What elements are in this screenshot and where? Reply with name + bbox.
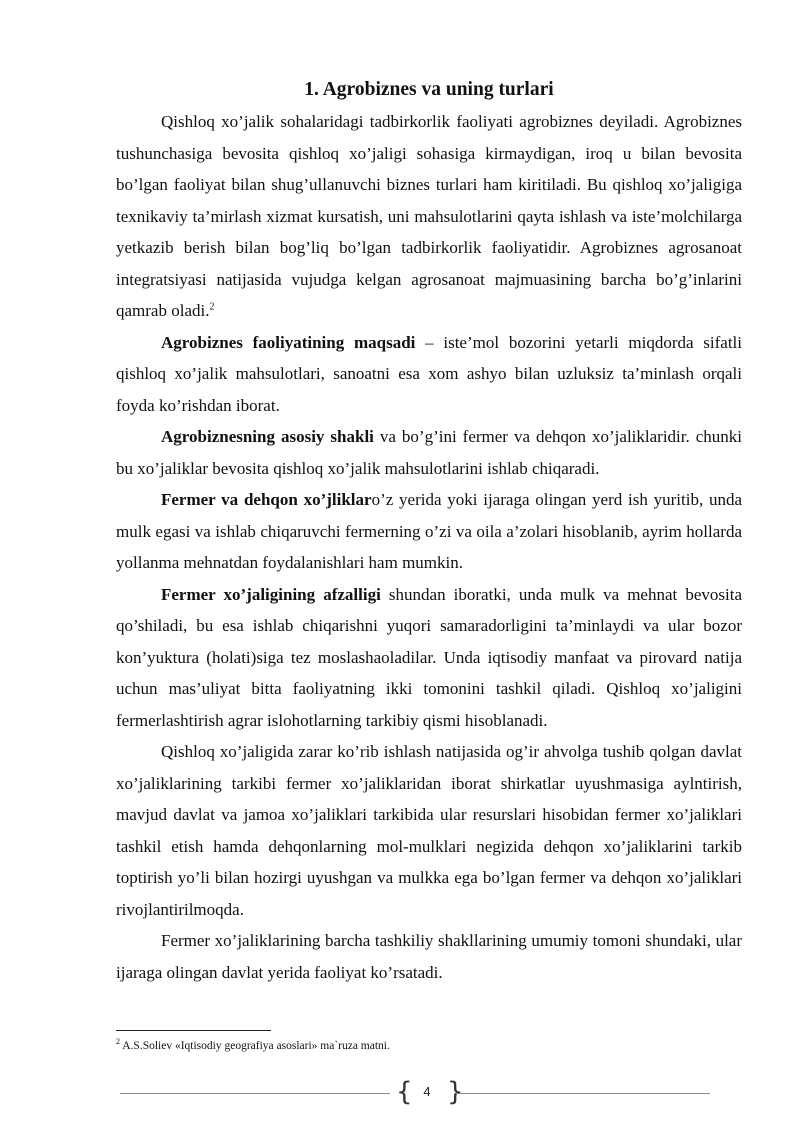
section-title: 1. Agrobiznes va uning turlari: [304, 79, 554, 100]
page-content: [116, 76, 742, 988]
paragraph-bold-term: Fermer xo’jaligining afzalligi: [161, 584, 381, 604]
paragraph-3: [116, 421, 742, 484]
paragraph-2: [116, 327, 742, 422]
paragraph-text: – iste’mol bozorini yetarli miqdorda sifatli qishloq xo’jalik mahsulotlari, sanoatni esa xom ashyo bilan uzluksiz ta’minlash orqali foyda ko’rishdan iborat.: [116, 332, 742, 415]
footnote-marker: 2: [116, 1037, 120, 1047]
paragraph-5: [116, 579, 742, 737]
paragraph-6: [116, 736, 742, 925]
paragraph-text: o’z yerida yoki ijaraga olingan yerd ish yuritib, unda mulk egasi va ishlab chiqaruvchi fermerning o’zi va oila a’zolari hisoblanib, ayrim hollarda yollanma mehnatdan foydalanishlari ham mumkin.: [116, 490, 743, 572]
paragraph-7: [116, 925, 742, 988]
page-footer: [120, 1078, 710, 1108]
paragraph-bold-term: Fermer va dehqon xo’jliklar: [161, 490, 372, 509]
page-number: 4: [423, 1084, 431, 1099]
footnote: [116, 1038, 742, 1054]
footer-brace-left: {: [396, 1077, 413, 1107]
paragraph-bold-term: Agrobiznesning asosiy shakli: [161, 427, 374, 446]
footer-brace-right: }: [447, 1077, 464, 1107]
paragraph-text: shundan iboratki, unda mulk va mehnat bevosita qo’shiladi, bu esa ishlab chiqarishni yuqori samaradorligini ta’minlaydi va ular bozor kon’yuktura (holati)siga tez moslashaoladilar. Unda iqtisodiy manfaat va pirovard natija uchun mas’uliyat bitta faoliyatning ikki tomonini tashkil qiladi. Qishloq xo’jaligini fermerlashtirish agrar islohotlarning tarkibiy qismi hisoblanadi.: [116, 584, 742, 730]
footnote-text: A.S.Soliev «Iqtisodiy geografiya asoslari» ma`ruza matni.: [120, 1040, 390, 1052]
footnote-divider: [116, 1030, 271, 1031]
paragraph-text: va bo’g’ini fermer va dehqon xo’jaliklaridir. chunki bu xo’jaliklar bevosita qishloq xo’jalik mahsulotlarini ishlab chiqaradi.: [116, 427, 742, 478]
paragraph-text: Fermer xo’jaliklarining barcha tashkiliy shakllarining umumiy tomoni shundaki, ular ijaraga olingan davlat yerida faoliyat ko’rsatadi.: [116, 931, 742, 982]
footer-rule-right: [456, 1093, 710, 1094]
paragraph-4: [116, 484, 742, 579]
paragraph-1: [116, 106, 742, 327]
paragraph-bold-term: Agrobiznes faoliyatining maqsadi: [161, 332, 416, 352]
paragraph-text: Qishloq xo’jalik sohalaridagi tadbirkorlik faoliyati agrobiznes deyiladi. Agrobiznes tushunchasiga bevosita qishloq xo’jaligi sohasiga kirmaydigan, iroq u bilan bevosita bo’lgan faoliyat bilan shug’ullanuvchi biznes turlari ham kiritiladi. Bu qishloq xo’jaligiga texnikaviy ta’mirlash xizmat kursatish, uni mahsulotlarini qayta ishlash va iste’molchilarga yetkazib berish bilan bog’liq bo’lgan tadbirkorlik faoliyatidir. Agrobiznes agrosanoat integratsiyasi natijasida vujudga kelgan agrosanoat majmuasining barcha bo’g’inlarini qamrab oladi.: [116, 112, 742, 320]
paragraph-text: Qishloq xo’jaligida zarar ko’rib ishlash natijasida og’ir ahvolga tushib qolgan davlat xo’jaliklarining tarkibi fermer xo’jaliklaridan iborat shirkatlar uyushmasiga aylntirish, mavjud davlat va jamoa xo’jaliklari tarkibida ular resurslari hisobidan fermer xo’jaliklari tashkil etish hamda dehqonlarning mol-mulklari negizida dehqon xo’jaliklarini tarkib toptirish yo’li bilan hozirgi uyushgan va mulkka ega bo’lgan fermer va dehqon xo’jaliklari rivojlantirilmoqda.: [116, 742, 742, 919]
footer-rule-left: [120, 1093, 390, 1094]
footnote-ref[interactable]: 2: [209, 301, 215, 313]
